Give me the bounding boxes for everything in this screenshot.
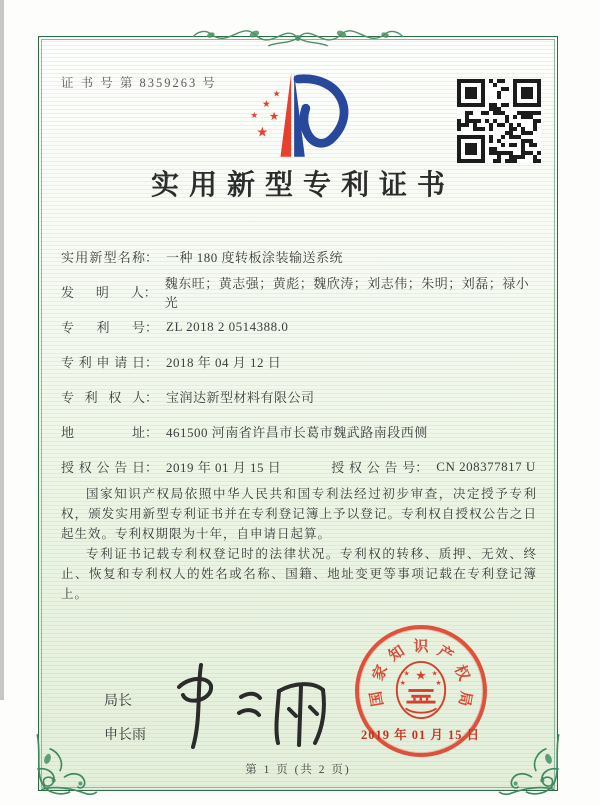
patent-certificate: [38, 36, 558, 791]
field-value: 461500 河南省许昌市长葛市魏武路南段西侧: [166, 425, 428, 440]
svg-text:★: ★: [415, 667, 427, 683]
field-row-patent-number: [61, 309, 537, 344]
field-label: 专利申请日: [61, 355, 145, 370]
top-border-floral-ornament-icon: [189, 22, 407, 52]
field-label: 专利号: [61, 320, 145, 335]
signer-name: 申长雨: [104, 728, 146, 743]
svg-text:★: ★: [435, 678, 442, 687]
field-pair-grant-number: [331, 457, 535, 476]
seal-character: 识: [413, 639, 429, 655]
legal-paragraph: 专利证书记载专利权登记时的法律状况。专利权的转移、质押、无效、终止、恢复和专利权人的姓名或名称、国籍、地址变更等事项记载在专利登记簿上。: [61, 547, 537, 601]
svg-text:★: ★: [431, 669, 438, 678]
certificate-title: 实用新型专利证书: [150, 170, 455, 201]
qr-code-icon: [457, 79, 541, 163]
seal-character: 家: [370, 662, 392, 684]
svg-text:★: ★: [268, 108, 280, 123]
field-value: 2019 年 01 月 15 日: [166, 460, 282, 475]
field-list: [61, 239, 537, 484]
field-label: 授权公告日: [61, 460, 145, 475]
seal-date: 2019 年 01 月 15 日: [361, 728, 481, 742]
field-label: 实用新型名称: [61, 250, 145, 265]
national-emblem-icon: [392, 658, 450, 722]
legal-text: [61, 484, 537, 604]
field-colon: ：: [415, 460, 429, 475]
seal-character: 知: [386, 643, 408, 665]
svg-text:★: ★: [272, 89, 281, 100]
field-row-filing-date: [61, 344, 537, 379]
field-row-name: [61, 239, 537, 274]
field-value: 一种 180 度转板涂装输送系统: [166, 250, 344, 265]
field-label: 发明人: [61, 285, 144, 300]
seal-character: 产: [434, 643, 456, 665]
field-colon: ：: [145, 355, 159, 370]
field-colon: ：: [145, 460, 159, 475]
field-row-address: [61, 414, 537, 449]
svg-text:★: ★: [262, 99, 271, 111]
scan-edge-shadow: [0, 0, 4, 700]
field-value: 魏东旺；黄志强；黄彪；魏欣涛；刘志伟；朱明；刘磊；禄小光: [164, 275, 530, 310]
certificate-number: 证 书 号 第 8359263 号: [61, 76, 217, 90]
field-colon: ：: [145, 250, 159, 265]
field-label: 专利权人: [61, 390, 145, 405]
seal-character: 局: [455, 689, 474, 708]
field-value: ZL 2018 2 0514388.0: [166, 318, 289, 334]
svg-text:★: ★: [399, 678, 406, 687]
svg-text:★: ★: [256, 124, 269, 141]
svg-text:★: ★: [250, 110, 259, 121]
field-colon: ：: [145, 320, 159, 335]
field-value: CN 208377817 U: [436, 458, 536, 474]
field-colon: ：: [143, 285, 157, 300]
field-label: 地址: [61, 425, 145, 440]
seal-character: 权: [450, 662, 472, 684]
handwritten-signature-icon: [159, 655, 349, 765]
field-label: 授权公告号: [331, 460, 416, 475]
field-colon: ：: [145, 390, 159, 405]
seal-character: 国: [368, 689, 387, 708]
cnipa-logo-icon: [230, 71, 366, 159]
field-row-grant: [61, 449, 537, 484]
page-footer: 第 1 页 (共 2 页): [245, 764, 351, 776]
signer-title: 局长: [104, 694, 132, 709]
signer-block: [104, 685, 146, 753]
field-row-inventors: [61, 274, 537, 309]
legal-paragraph: 国家知识产权局依照中华人民共和国专利法经过初步审查，决定授予专利权，颁发实用新型专利证书并在专利登记簿上予以登记。专利权自授权公告之日起生效。专利权期限为十年，自申请日起算。: [61, 487, 537, 541]
field-row-patentee: [61, 379, 537, 414]
field-value: 2018 年 04 月 12 日: [166, 355, 282, 370]
field-colon: ：: [145, 425, 159, 440]
field-value: 宝润达新型材料有限公司: [166, 390, 315, 405]
svg-text:★: ★: [403, 669, 410, 678]
